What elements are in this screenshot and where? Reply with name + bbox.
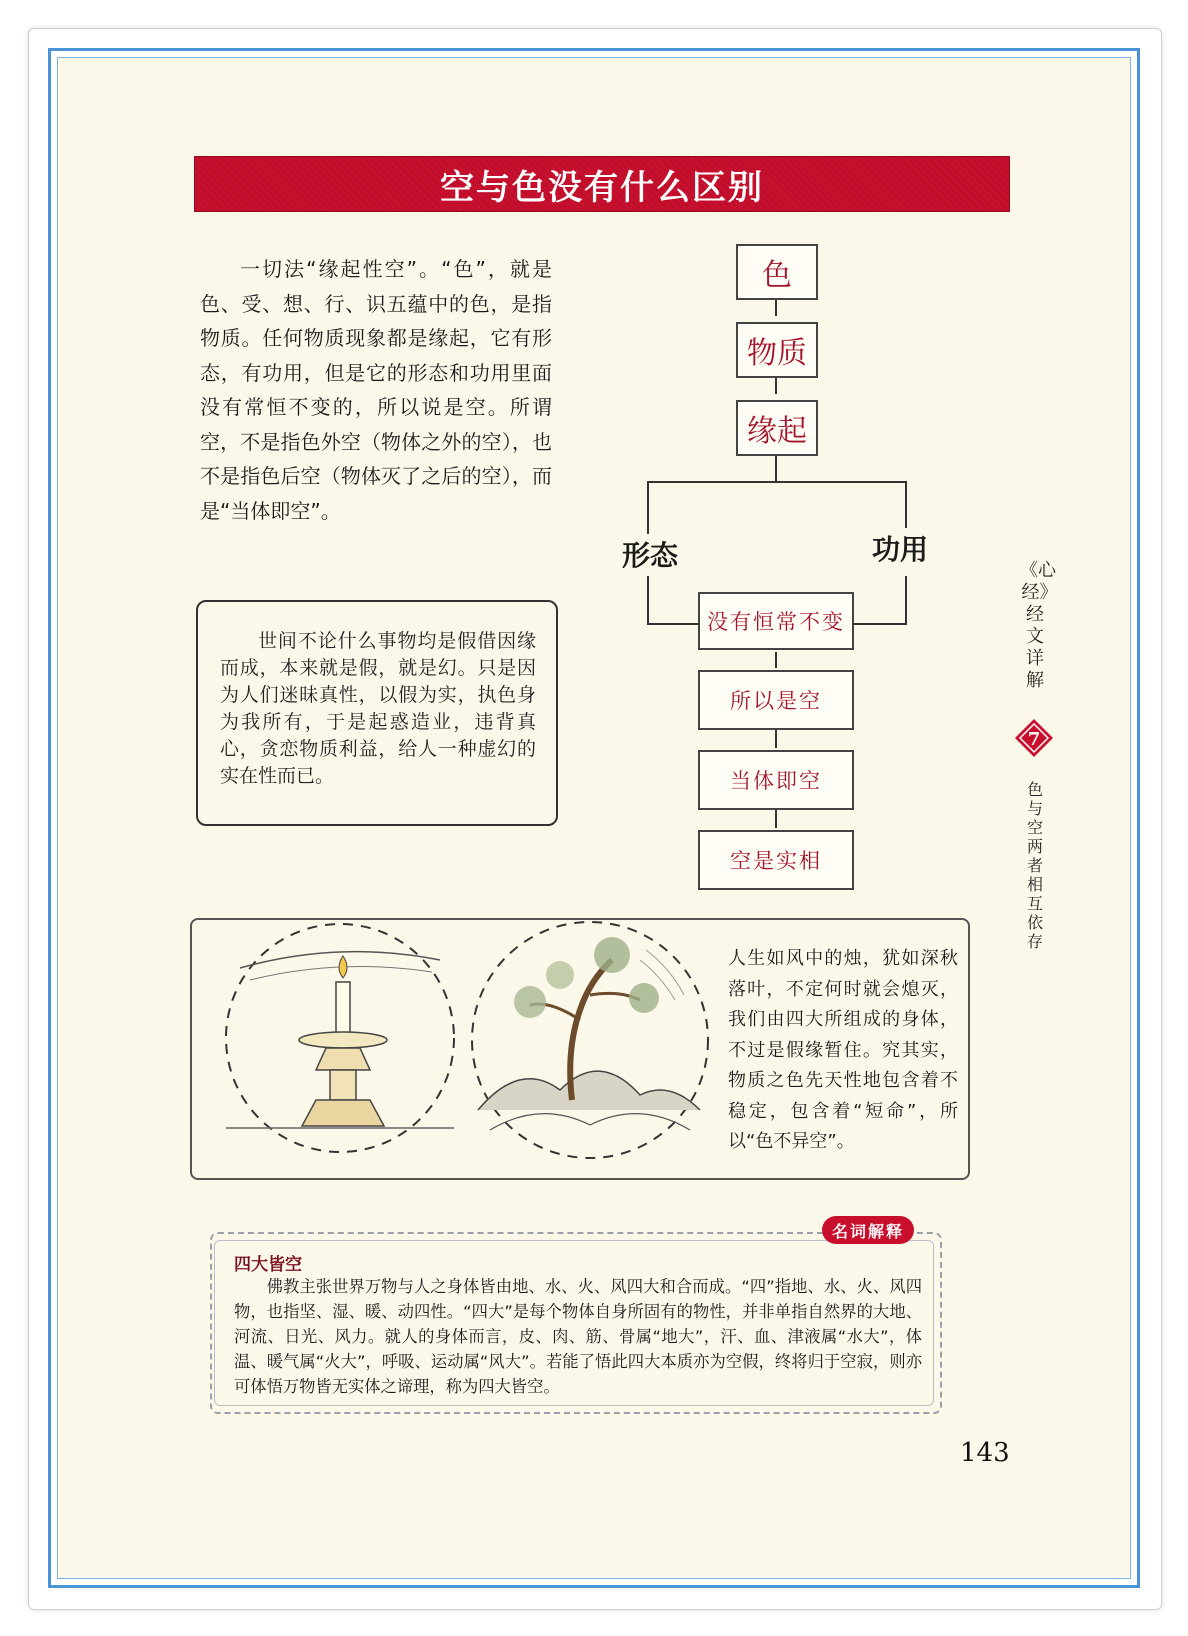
- page-title: 空与色没有什么区别: [440, 167, 764, 208]
- flow-box-origination-label: 缘起: [747, 414, 807, 449]
- flow-box-true-reality-label: 空是实相: [730, 849, 822, 873]
- branch-function-label: 功用: [872, 533, 929, 566]
- note-text: 世间不论什么事物均是假借因缘而成，本来就是假，就是幻。只是因为人们迷昧真性，以假为实，执色身为我所有，于是起惑造业，违背真心，贪恋物质利益，给人一种虚幻的实在性而已。: [220, 630, 536, 787]
- intro-text: 一切法“缘起性空”。“色”，就是色、受、想、行、识五蕴中的色，是指物质。任何物质现象都是缘起，它有形态，有功用，但是它的形态和功用里面没有常恒不变的，所以说是空。所谓空，不是指色外空（物体之外的空），也不是指色后空（物体灭了之后的空），而是“当体即空”。: [200, 257, 552, 523]
- flow-box-therefore-empty-label: 所以是空: [730, 689, 822, 713]
- side-chapter-subtitle: 色与空两者相互依存: [1026, 780, 1043, 951]
- tree-illustration: [472, 922, 708, 1158]
- chapter-number: 7: [1027, 729, 1041, 750]
- glossary-term: 四大皆空: [234, 1255, 302, 1275]
- flow-box-intrinsic-empty-label: 当体即空: [730, 769, 822, 793]
- flow-box-impermanent-label: 没有恒常不变: [707, 610, 845, 634]
- flow-box-matter-label: 物质: [747, 336, 807, 371]
- illustration-caption: 人生如风中的烛，犹如深秋落叶，不定何时就会熄灭，我们由四大所组成的身体，不过是假缘暂住。究其实，物质之色先天性地包含着不稳定，包含着“短命”，所以“色不异空”。: [728, 948, 958, 1152]
- glossary-text: 佛教主张世界万物与人之身体皆由地、水、火、风四大和合而成。“四”指地、水、火、风四物，也指坚、湿、暖、动四性。“四大”是每个物体自身所固有的物性，并非单指自然界的大地、河流、日光、风力。就人的身体而言，皮、肉、筋、骨属“地大”，汗、血、津液属“水大”，体温、暖气属“火大”，呼吸、运动属“风大”。若能了悟此四大本质亦为空假，终将归于空寂，则亦可体悟万物皆无实体之谛理，称为四大皆空。: [234, 1277, 922, 1396]
- side-book-title: 《心经》经文详解: [1020, 560, 1056, 691]
- branch-form-label: 形态: [622, 539, 679, 572]
- candle-illustration: [226, 924, 454, 1152]
- page-number: 143: [960, 1438, 1010, 1468]
- flow-box-se-label: 色: [762, 258, 792, 293]
- glossary-tag: 名词解释: [822, 1216, 914, 1244]
